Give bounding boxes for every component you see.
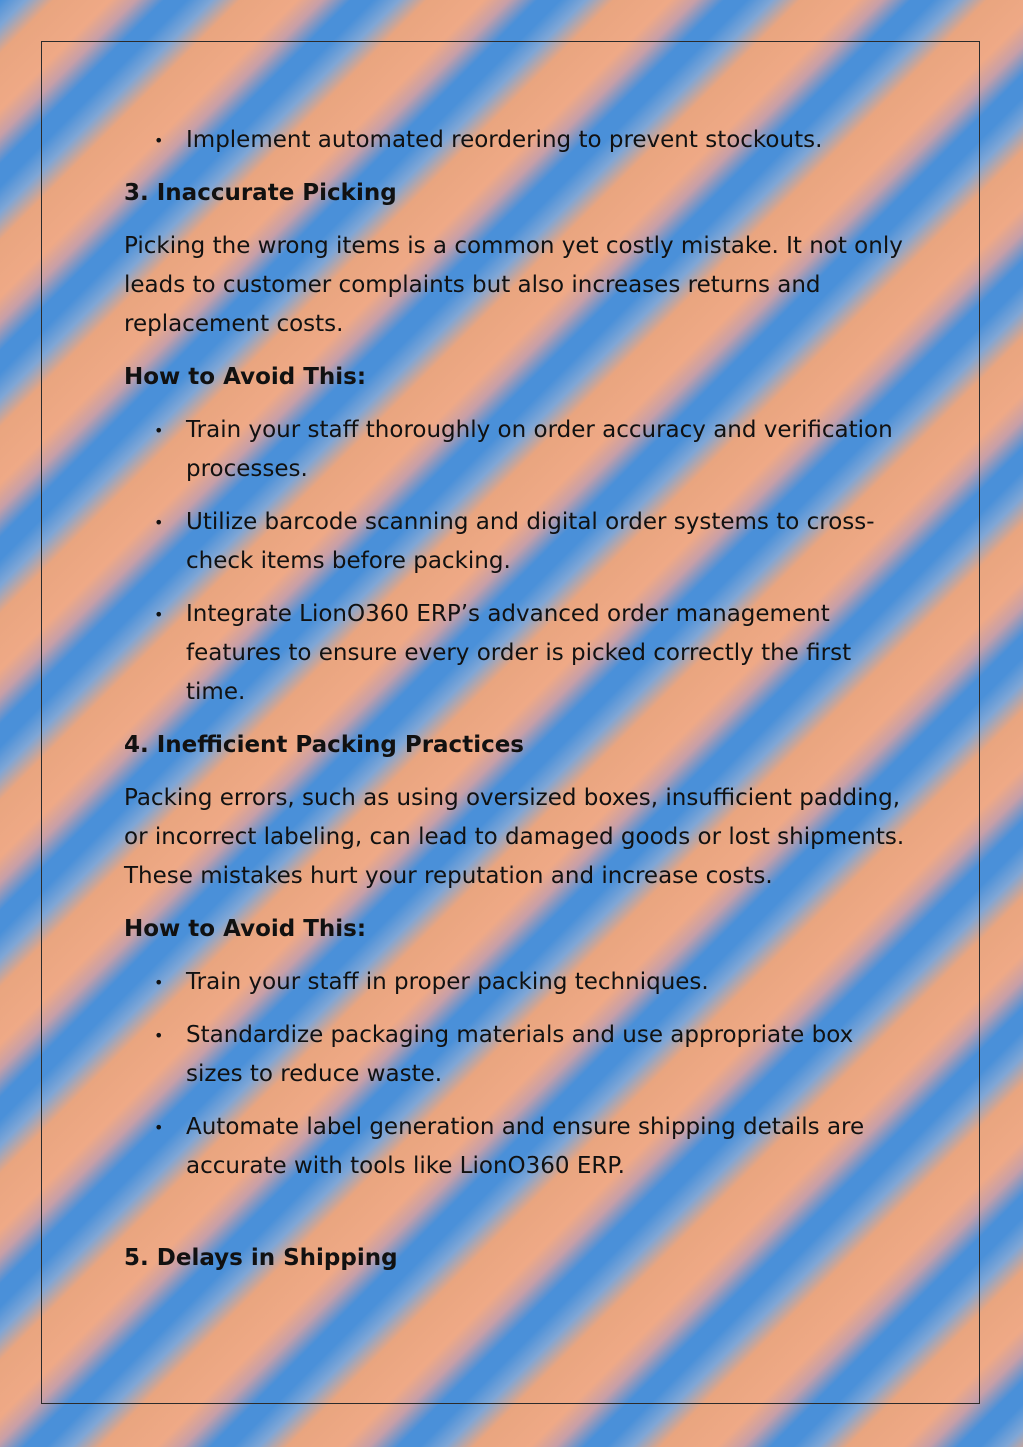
section-paragraph-inaccurate-picking: Picking the wrong items is a common yet costly mistake. It not only leads to customer complaints but also increases returns and replacement costs. xyxy=(124,233,903,337)
section-paragraph-inefficient-packing: Packing errors, such as using oversized boxes, insufficient padding, or incorrect labeling, can lead to damaged goods or lost shipments. These mistakes hurt your reputation and increase costs. xyxy=(124,785,905,889)
bullet-icon: • xyxy=(154,1118,164,1137)
spacer xyxy=(124,1186,914,1225)
document-content xyxy=(124,119,914,1278)
list-item-text: Train your staff in proper packing techniques. xyxy=(186,969,709,995)
tips-list-picking xyxy=(124,411,914,712)
bullet-icon: • xyxy=(154,973,164,992)
intro-bullet-list xyxy=(124,121,914,160)
list-item xyxy=(124,411,914,489)
list-item xyxy=(124,963,914,1002)
section-heading-delays-in-shipping: 5. Delays in Shipping xyxy=(124,1245,398,1271)
section-heading-inaccurate-picking: 3. Inaccurate Picking xyxy=(124,180,397,206)
list-item-text: Implement automated reordering to prevent stockouts. xyxy=(186,127,823,153)
bullet-icon: • xyxy=(154,131,164,150)
list-item xyxy=(124,1108,914,1186)
list-item-text: Standardize packaging materials and use appropriate box sizes to reduce waste. xyxy=(186,1022,854,1087)
bullet-icon: • xyxy=(154,421,164,440)
section-heading-inefficient-packing: 4. Inefficient Packing Practices xyxy=(124,732,524,758)
bullet-icon: • xyxy=(154,513,164,532)
list-item-text: Automate label generation and ensure shipping details are accurate with tools like LionO360 ERP. xyxy=(186,1114,865,1179)
list-item xyxy=(124,121,914,160)
avoid-heading: How to Avoid This: xyxy=(124,916,367,942)
bullet-icon: • xyxy=(154,1026,164,1045)
avoid-heading: How to Avoid This: xyxy=(124,364,367,390)
list-item-text: Train your staff thoroughly on order accuracy and verification processes. xyxy=(186,417,893,482)
tips-list-packing xyxy=(124,963,914,1186)
list-item-text: Integrate LionO360 ERP’s advanced order management features to ensure every order is picked correctly the first time. xyxy=(186,601,852,705)
list-item xyxy=(124,1016,914,1094)
list-item xyxy=(124,595,914,712)
list-item xyxy=(124,503,914,581)
bullet-icon: • xyxy=(154,605,164,624)
list-item-text: Utilize barcode scanning and digital order systems to cross-check items before packing. xyxy=(186,509,875,574)
